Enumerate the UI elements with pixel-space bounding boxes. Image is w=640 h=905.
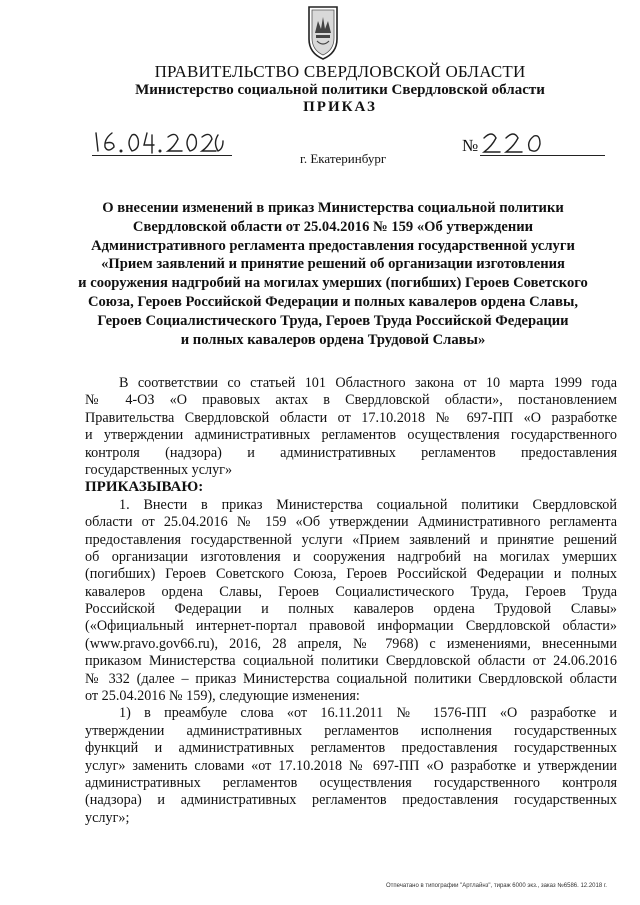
- body-line: и утверждении административных регламентов осуществления государственного: [85, 427, 617, 444]
- document-type: ПРИКАЗ: [303, 99, 377, 115]
- body-line: 1. Внести в приказ Министерства социальной политики Свердловской: [119, 496, 617, 513]
- document-title: [78, 199, 588, 349]
- government-name: ПРАВИТЕЛЬСТВО СВЕРДЛОВСКОЙ ОБЛАСТИ: [154, 62, 526, 81]
- title-line: и сооружения надгробий на могилах умерших (погибших) Героев Советского: [78, 275, 588, 292]
- body-line: области от 25.04.2016 № 159 «Об утверждении Административного регламента: [85, 514, 617, 531]
- body-line: (погибших) Героев Советского Союза, Героев Российской Федерации и полных: [85, 566, 617, 583]
- body-line: услуг» заменить словами «от 17.10.2018 № 697-ПП «О разработке и утверждении: [85, 757, 617, 774]
- body-line: государственных услуг»: [85, 461, 233, 478]
- order-keyword: ПРИКАЗЫВАЮ:: [85, 479, 204, 496]
- coat-of-arms-emblem: [305, 5, 341, 61]
- handwritten-number: [480, 128, 550, 156]
- number-sign: №: [462, 136, 479, 155]
- body-line: (www.pravo.gov66.ru), 2016, 28 апреля, № 7968) с изменениями, внесенными: [85, 635, 617, 652]
- body-line: контроля (надзора) и административных регламентов предоставления: [85, 444, 617, 461]
- body-line: № 4-ОЗ «О правовых актах в Свердловской области», постановлением: [85, 392, 617, 409]
- body-line: функций и административных регламентов предоставления государственных: [85, 740, 617, 757]
- body-line: приказом Министерства социальной политики Свердловской области от 24.06.2016: [85, 653, 617, 670]
- city-name: г. Екатеринбург: [300, 151, 387, 166]
- body-line: от 25.04.2016 № 159), следующие изменения:: [85, 688, 360, 705]
- title-line: О внесении изменений в приказ Министерства социальной политики: [102, 200, 564, 216]
- number-underline: [480, 155, 605, 156]
- title-line: Свердловской области от 25.04.2016 № 159 «Об утверждении: [132, 218, 534, 235]
- ministry-name: Министерство социальной политики Свердловской области: [135, 82, 545, 98]
- body-line: («Официальный интернет-портал правовой информации Свердловской области»: [85, 618, 617, 635]
- title-line: Административного регламента предоставления государственной услуги: [91, 237, 575, 254]
- body-line: 1) в преамбуле слова «от 16.11.2011 № 1576-ПП «О разработке и: [119, 705, 617, 722]
- title-line: «Прием заявлений и принятие решений об организации изготовления: [101, 256, 565, 273]
- print-footer: Отпечатано в типографии "Артлайнз", тираж 6000 экз., заказ №6586. 12.2018 г.: [386, 883, 607, 889]
- body-line: услуг»;: [85, 809, 130, 826]
- title-line: Героев Социалистического Труда, Героев Труда Российской Федерации: [97, 312, 569, 329]
- title-line: Союза, Героев Российской Федерации и полных кавалеров ордена Славы,: [87, 293, 579, 310]
- body-line: предоставления государственной услуги «Прием заявлений и принятие решений: [85, 531, 617, 548]
- body-line: В соответствии со статьей 101 Областного закона от 10 марта 1999 года: [119, 375, 617, 391]
- title-line: и полных кавалеров ордена Трудовой Славы»: [180, 331, 486, 348]
- body-line: Российской Федерации и полных кавалеров ордена Трудовой Славы»: [85, 601, 617, 618]
- body-line: № 332 (далее – приказ Министерства социальной политики Свердловской области: [85, 670, 617, 687]
- document-body: [85, 375, 617, 827]
- body-line: об организации изготовления и сооружения надгробий на могилах умерших: [85, 548, 617, 565]
- body-line: (надзора) и административных регламентов предоставления государственных: [85, 792, 617, 809]
- body-line: кавалеров ордена Славы, Героев Социалистического Труда, Героев Труда: [85, 583, 617, 600]
- handwritten-date: [92, 125, 224, 155]
- body-line: утверждении административных регламентов исполнения государственных: [85, 722, 617, 739]
- body-line: административных регламентов осуществления государственного контроля: [85, 774, 617, 791]
- body-line: Правительства Свердловской области от 17.10.2018 № 697-ПП «О разработке: [85, 409, 617, 426]
- date-underline: [92, 155, 232, 156]
